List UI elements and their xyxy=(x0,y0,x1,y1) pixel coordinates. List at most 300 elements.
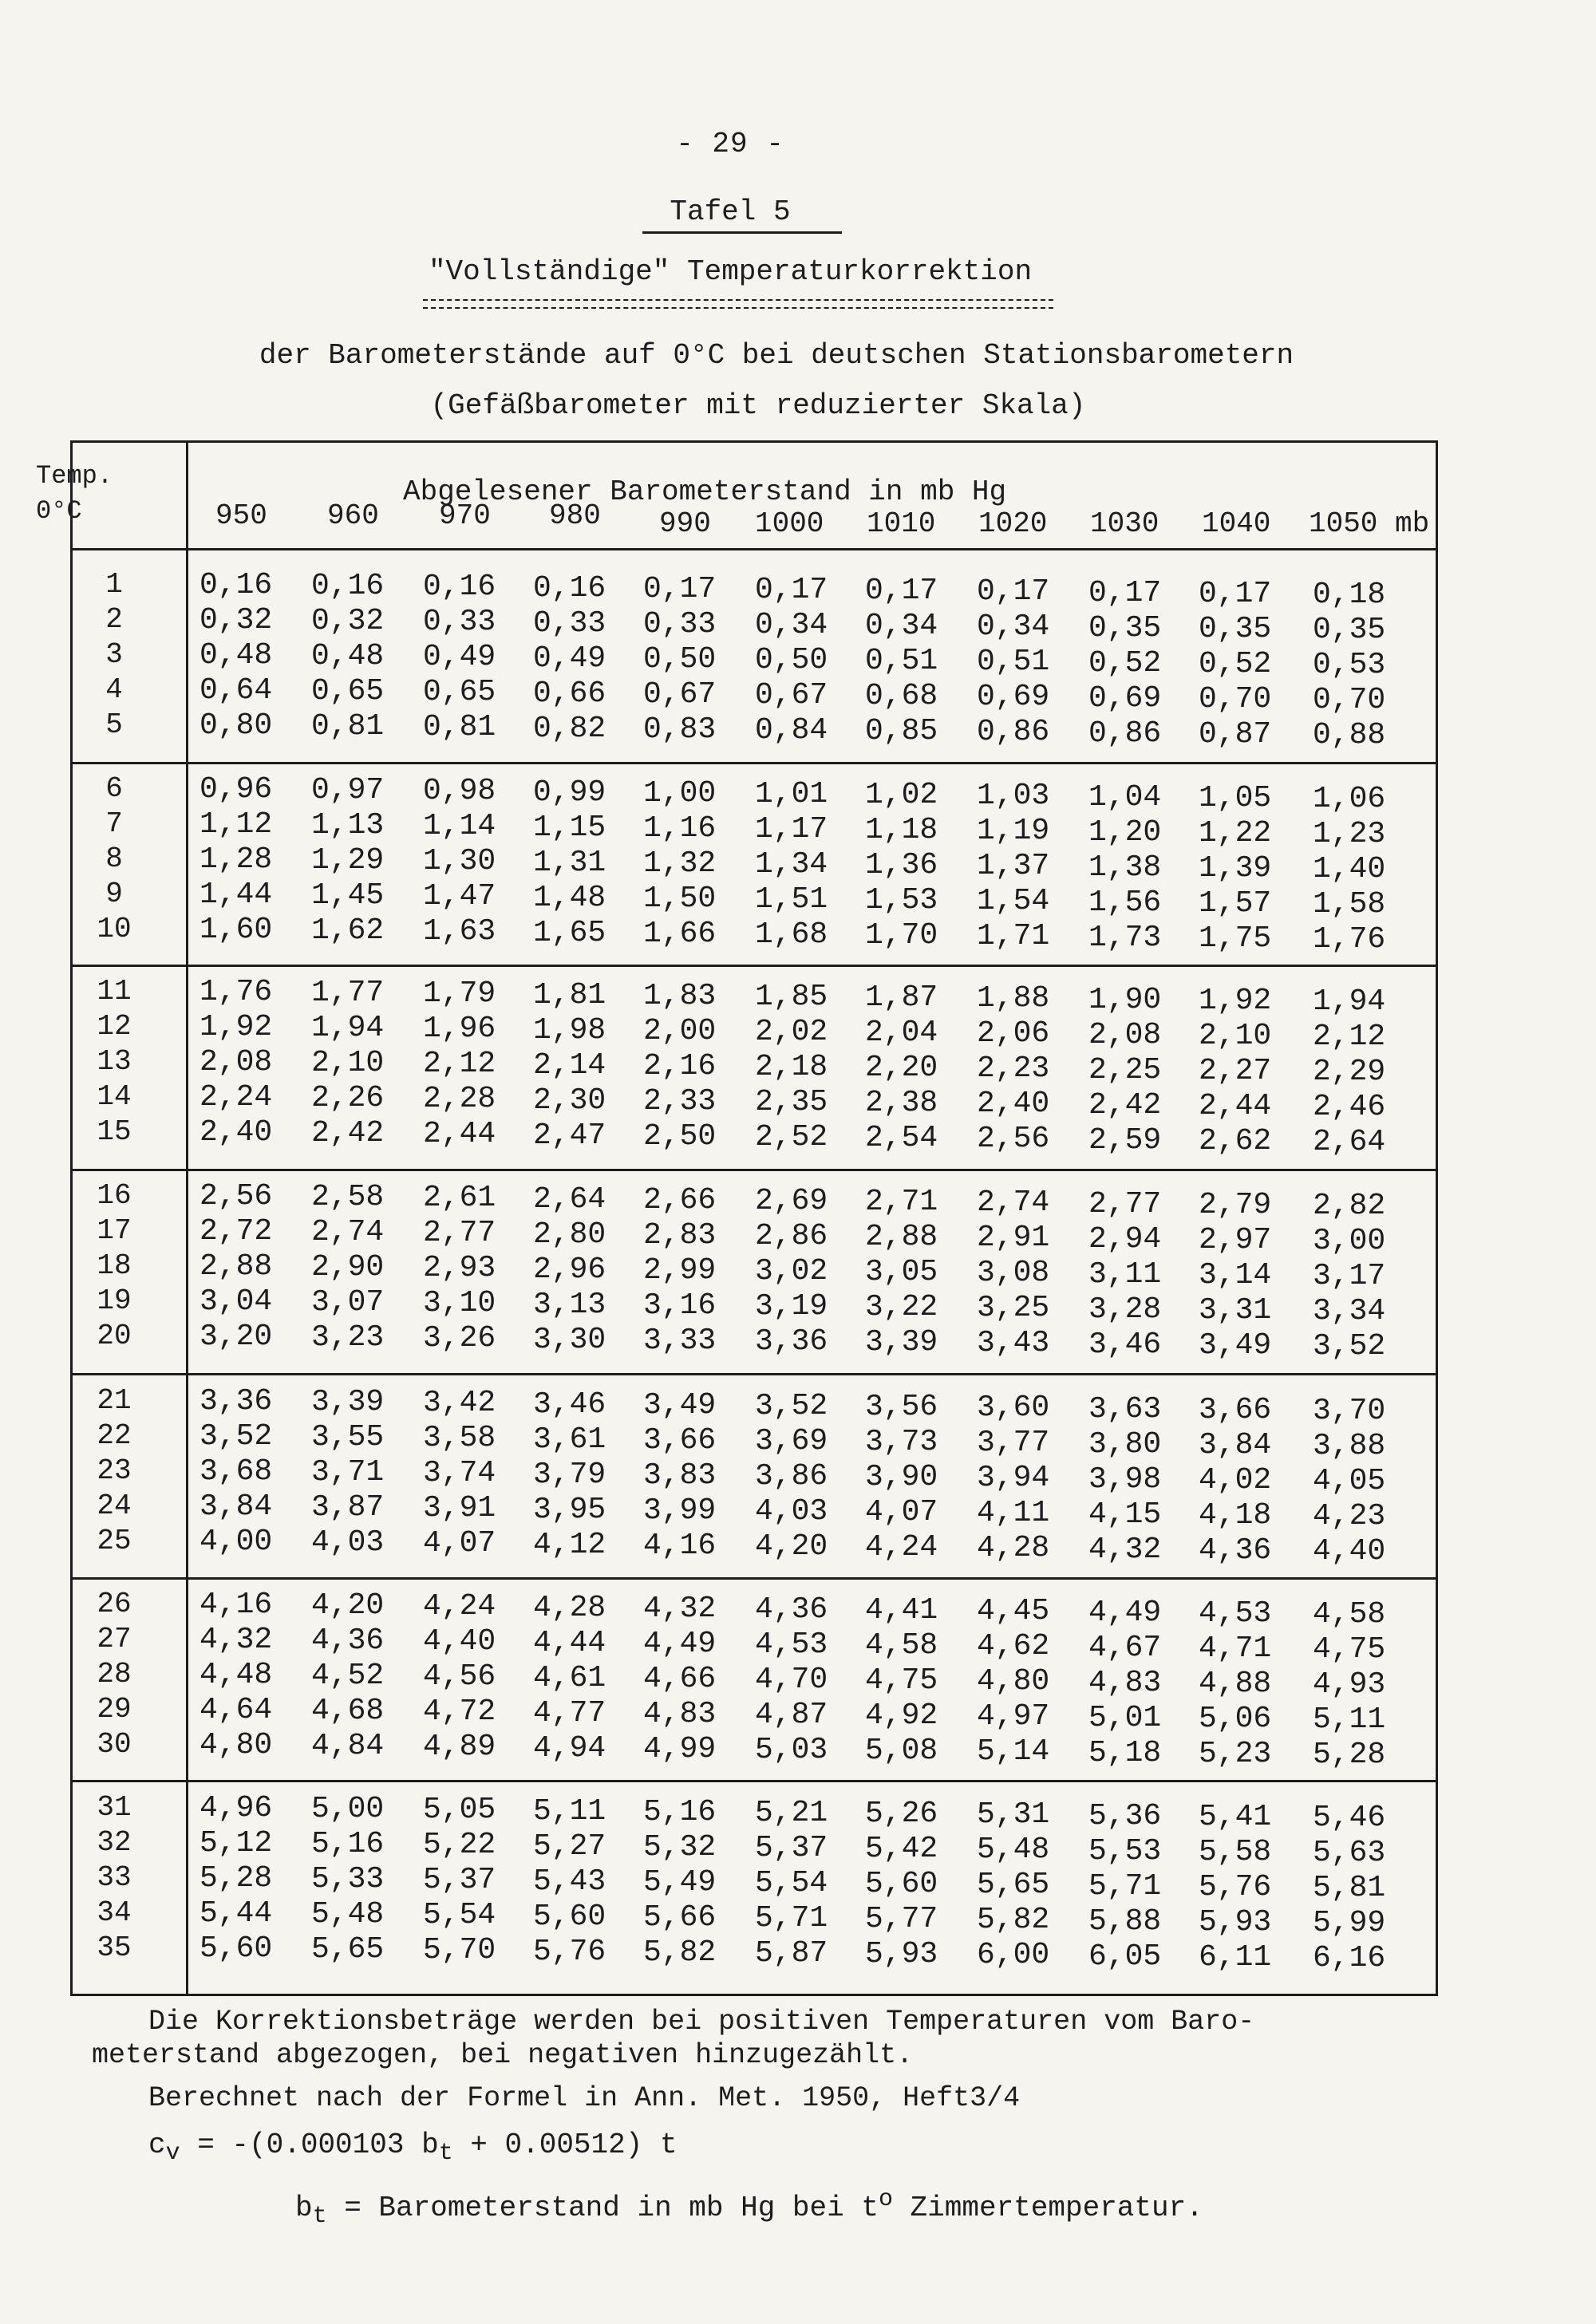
value-cell: 5,66 xyxy=(643,1900,717,1935)
temp-cell: 20 xyxy=(97,1320,132,1352)
value-cell: 0,86 xyxy=(977,715,1050,749)
value-cell: 2,79 xyxy=(1199,1188,1272,1222)
value-cell: 1,54 xyxy=(977,884,1050,918)
value-cell: 3,26 xyxy=(423,1321,496,1355)
value-cell: 4,58 xyxy=(1313,1597,1386,1632)
group-separator xyxy=(73,1780,1436,1782)
value-cell: 4,68 xyxy=(311,1694,385,1728)
value-cell: 2,71 xyxy=(865,1185,938,1219)
value-cell: 0,96 xyxy=(200,772,273,807)
value-cell: 5,23 xyxy=(1199,1737,1272,1771)
value-cell: 1,29 xyxy=(311,843,385,878)
column-header: 960 xyxy=(327,499,379,532)
value-cell: 2,61 xyxy=(423,1181,496,1215)
column-header: 1050 mb xyxy=(1309,507,1430,540)
value-cell: 2,29 xyxy=(1313,1055,1386,1089)
value-cell: 1,87 xyxy=(865,980,938,1015)
value-cell: 4,41 xyxy=(865,1593,938,1628)
value-cell: 1,73 xyxy=(1088,921,1162,955)
value-cell: 0,99 xyxy=(533,775,606,810)
value-cell: 3,49 xyxy=(643,1388,717,1422)
value-cell: 4,12 xyxy=(533,1528,606,1562)
temp-cell: 25 xyxy=(97,1525,132,1557)
value-cell: 4,32 xyxy=(1088,1533,1162,1567)
note-line-2: meterstand abgezogen, bei negativen hinzugezählt. xyxy=(92,2039,914,2071)
value-cell: 1,23 xyxy=(1313,817,1386,851)
value-cell: 5,60 xyxy=(865,1867,938,1901)
value-cell: 2,18 xyxy=(755,1050,828,1084)
value-cell: 6,05 xyxy=(1088,1939,1162,1974)
temp-cell: 27 xyxy=(97,1623,132,1655)
value-cell: 3,80 xyxy=(1088,1427,1162,1462)
value-cell: 4,61 xyxy=(533,1661,606,1695)
value-cell: 1,47 xyxy=(423,879,496,913)
value-cell: 2,46 xyxy=(1313,1090,1386,1124)
value-cell: 3,34 xyxy=(1313,1294,1386,1328)
value-cell: 3,61 xyxy=(533,1422,606,1457)
value-cell: 5,65 xyxy=(311,1932,385,1967)
value-cell: 2,10 xyxy=(311,1046,385,1080)
value-cell: 4,44 xyxy=(533,1626,606,1660)
value-cell: 3,73 xyxy=(865,1425,938,1459)
value-cell: 1,96 xyxy=(423,1012,496,1046)
value-cell: 5,05 xyxy=(423,1793,496,1827)
value-cell: 1,12 xyxy=(200,807,273,842)
value-cell: 4,87 xyxy=(755,1698,828,1732)
value-cell: 2,14 xyxy=(533,1048,606,1083)
value-cell: 4,62 xyxy=(977,1629,1050,1663)
value-cell: 5,33 xyxy=(311,1862,385,1896)
value-cell: 0,70 xyxy=(1313,683,1386,717)
value-cell: 3,19 xyxy=(755,1289,828,1324)
value-cell: 3,13 xyxy=(533,1288,606,1322)
value-cell: 3,55 xyxy=(311,1420,385,1454)
value-cell: 2,86 xyxy=(755,1219,828,1253)
value-cell: 3,66 xyxy=(643,1423,717,1458)
formula-mid: = -(0.000103 b xyxy=(180,2129,439,2161)
value-cell: 1,00 xyxy=(643,776,717,811)
value-cell: 1,92 xyxy=(200,1010,273,1044)
value-cell: 4,77 xyxy=(533,1696,606,1730)
value-cell: 1,31 xyxy=(533,846,606,880)
value-cell: 2,26 xyxy=(311,1081,385,1115)
group-separator xyxy=(73,1169,1436,1171)
value-cell: 4,03 xyxy=(311,1525,385,1560)
value-cell: 3,42 xyxy=(423,1386,496,1420)
value-cell: 5,14 xyxy=(977,1734,1050,1769)
value-cell: 5,48 xyxy=(977,1833,1050,1867)
value-cell: 0,17 xyxy=(1199,577,1272,611)
value-cell: 5,70 xyxy=(423,1933,496,1967)
value-cell: 3,52 xyxy=(755,1389,828,1423)
value-cell: 5,21 xyxy=(755,1796,828,1830)
value-cell: 2,06 xyxy=(977,1016,1050,1051)
value-cell: 5,26 xyxy=(865,1797,938,1831)
value-cell: 1,81 xyxy=(533,978,606,1012)
value-cell: 4,28 xyxy=(977,1531,1050,1565)
value-cell: 0,33 xyxy=(643,607,717,641)
temp-cell: 18 xyxy=(97,1249,132,1282)
value-cell: 4,56 xyxy=(423,1659,496,1694)
temp-cell: 4 xyxy=(105,673,123,706)
value-cell: 5,28 xyxy=(200,1861,273,1896)
column-header: 970 xyxy=(439,499,491,532)
temp-cell: 26 xyxy=(97,1588,132,1620)
value-cell: 0,70 xyxy=(1199,682,1272,716)
value-cell: 0,48 xyxy=(311,639,385,673)
value-cell: 3,56 xyxy=(865,1390,938,1424)
value-cell: 5,16 xyxy=(311,1827,385,1861)
value-cell: 2,10 xyxy=(1199,1019,1272,1053)
temp-cell: 8 xyxy=(105,842,123,875)
value-cell: 5,77 xyxy=(865,1902,938,1936)
value-cell: 2,52 xyxy=(755,1120,828,1154)
value-cell: 5,46 xyxy=(1313,1801,1386,1835)
value-cell: 1,57 xyxy=(1199,886,1272,921)
value-cell: 0,69 xyxy=(1088,681,1162,716)
value-cell: 0,34 xyxy=(865,609,938,643)
temp-cell: 23 xyxy=(97,1454,132,1487)
value-cell: 2,20 xyxy=(865,1051,938,1085)
value-cell: 2,82 xyxy=(1313,1189,1386,1223)
value-cell: 1,05 xyxy=(1199,781,1272,815)
temp-cell: 6 xyxy=(105,772,123,805)
value-cell: 4,36 xyxy=(755,1592,828,1627)
value-cell: 3,70 xyxy=(1313,1394,1386,1428)
value-cell: 4,67 xyxy=(1088,1631,1162,1665)
value-cell: 1,48 xyxy=(533,881,606,915)
value-cell: 2,12 xyxy=(423,1047,496,1081)
value-cell: 1,14 xyxy=(423,809,496,843)
value-cell: 4,36 xyxy=(1199,1533,1272,1568)
value-cell: 0,48 xyxy=(200,638,273,673)
value-cell: 3,30 xyxy=(533,1323,606,1357)
value-cell: 4,45 xyxy=(977,1594,1050,1628)
group-separator xyxy=(73,1373,1436,1375)
value-cell: 3,08 xyxy=(977,1256,1050,1290)
value-cell: 3,74 xyxy=(423,1456,496,1490)
value-cell: 3,86 xyxy=(755,1459,828,1493)
value-cell: 1,20 xyxy=(1088,815,1162,850)
value-cell: 1,36 xyxy=(865,848,938,882)
value-cell: 4,07 xyxy=(865,1495,938,1529)
value-cell: 3,87 xyxy=(311,1490,385,1525)
value-cell: 3,79 xyxy=(533,1458,606,1492)
value-cell: 0,35 xyxy=(1088,611,1162,645)
formula-mid-sub: t xyxy=(438,2140,453,2168)
definition-text-a: = Barometerstand in mb Hg bei t xyxy=(326,2192,879,2224)
value-cell: 1,79 xyxy=(423,977,496,1011)
value-cell: 5,82 xyxy=(977,1903,1050,1937)
temp-cell: 32 xyxy=(97,1826,132,1859)
value-cell: 2,40 xyxy=(977,1087,1050,1121)
value-cell: 2,04 xyxy=(865,1016,938,1050)
value-cell: 4,97 xyxy=(977,1699,1050,1734)
value-cell: 1,30 xyxy=(423,844,496,878)
table-subtitle: "Vollständige" Temperaturkorrektion xyxy=(428,255,1033,288)
temp-cell: 2 xyxy=(105,603,123,636)
temp-cell: 28 xyxy=(97,1658,132,1691)
value-cell: 0,51 xyxy=(977,645,1050,679)
value-cell: 0,18 xyxy=(1313,578,1386,612)
value-cell: 1,60 xyxy=(200,913,273,947)
value-cell: 3,71 xyxy=(311,1455,385,1489)
value-cell: 4,93 xyxy=(1313,1667,1386,1702)
value-cell: 2,47 xyxy=(533,1119,606,1153)
value-cell: 3,07 xyxy=(311,1285,385,1320)
value-cell: 0,35 xyxy=(1199,612,1272,646)
value-cell: 1,38 xyxy=(1088,850,1162,885)
value-cell: 1,39 xyxy=(1199,851,1272,886)
value-cell: 3,95 xyxy=(533,1493,606,1527)
temp-cell: 13 xyxy=(97,1045,132,1078)
value-cell: 3,39 xyxy=(311,1385,385,1419)
value-cell: 1,45 xyxy=(311,878,385,913)
value-cell: 1,88 xyxy=(977,981,1050,1016)
value-cell: 4,89 xyxy=(423,1730,496,1764)
value-cell: 3,04 xyxy=(200,1284,273,1319)
value-cell: 5,88 xyxy=(1088,1904,1162,1939)
value-cell: 2,64 xyxy=(533,1182,606,1217)
value-cell: 0,86 xyxy=(1088,716,1162,751)
value-cell: 4,83 xyxy=(643,1697,717,1731)
value-cell: 4,32 xyxy=(643,1592,717,1626)
value-cell: 5,11 xyxy=(533,1794,606,1829)
value-cell: 4,80 xyxy=(200,1728,273,1762)
value-cell: 1,76 xyxy=(1313,922,1386,957)
value-cell: 4,28 xyxy=(533,1591,606,1625)
value-cell: 0,52 xyxy=(1199,647,1272,681)
value-cell: 1,19 xyxy=(977,814,1050,848)
value-cell: 5,82 xyxy=(643,1935,717,1970)
value-cell: 1,03 xyxy=(977,779,1050,813)
value-cell: 3,33 xyxy=(643,1324,717,1358)
value-cell: 1,66 xyxy=(643,917,717,951)
value-cell: 3,36 xyxy=(755,1324,828,1359)
value-cell: 0,82 xyxy=(533,712,606,746)
value-cell: 2,94 xyxy=(1088,1222,1162,1257)
value-cell: 0,17 xyxy=(865,574,938,608)
value-cell: 5,32 xyxy=(643,1830,717,1864)
value-cell: 5,93 xyxy=(1199,1905,1272,1939)
value-cell: 4,36 xyxy=(311,1624,385,1658)
value-cell: 6,11 xyxy=(1199,1940,1272,1975)
value-cell: 0,83 xyxy=(643,712,717,747)
value-cell: 1,77 xyxy=(311,976,385,1010)
value-cell: 3,46 xyxy=(1088,1328,1162,1362)
temp-cell: 12 xyxy=(97,1010,132,1043)
value-cell: 1,44 xyxy=(200,878,273,912)
column-header: 1020 xyxy=(978,507,1048,540)
value-cell: 1,22 xyxy=(1199,816,1272,850)
value-cell: 1,40 xyxy=(1313,852,1386,886)
value-cell: 0,65 xyxy=(311,674,385,708)
value-cell: 1,01 xyxy=(755,777,828,811)
value-cell: 1,68 xyxy=(755,917,828,952)
value-cell: 3,11 xyxy=(1088,1257,1162,1292)
value-cell: 0,16 xyxy=(533,571,606,606)
temp-cell: 30 xyxy=(97,1728,132,1761)
value-cell: 0,49 xyxy=(423,640,496,674)
temp-cell: 17 xyxy=(97,1214,132,1247)
value-cell: 2,42 xyxy=(1088,1088,1162,1123)
value-cell: 1,85 xyxy=(755,980,828,1014)
value-cell: 5,03 xyxy=(755,1733,828,1767)
value-cell: 5,08 xyxy=(865,1734,938,1768)
column-header: 980 xyxy=(549,499,601,532)
value-cell: 3,66 xyxy=(1199,1393,1272,1427)
value-cell: 2,35 xyxy=(755,1085,828,1119)
value-cell: 5,71 xyxy=(1088,1869,1162,1904)
value-cell: 3,83 xyxy=(643,1458,717,1493)
definition-text-b: Zimmertemperatur. xyxy=(892,2192,1203,2224)
value-cell: 4,20 xyxy=(755,1529,828,1564)
value-cell: 2,42 xyxy=(311,1116,385,1150)
temp-cell: 9 xyxy=(105,878,123,910)
value-cell: 5,27 xyxy=(533,1829,606,1864)
value-cell: 4,64 xyxy=(200,1693,273,1727)
value-cell: 5,37 xyxy=(755,1831,828,1865)
value-cell: 4,53 xyxy=(1199,1596,1272,1631)
value-cell: 5,54 xyxy=(755,1866,828,1900)
value-cell: 3,52 xyxy=(1313,1329,1386,1363)
value-cell: 5,76 xyxy=(533,1935,606,1969)
value-cell: 5,42 xyxy=(865,1832,938,1866)
value-cell: 4,92 xyxy=(865,1699,938,1733)
value-cell: 1,94 xyxy=(1313,984,1386,1019)
temp-cell: 14 xyxy=(97,1080,132,1113)
value-cell: 0,16 xyxy=(311,569,385,603)
value-cell: 5,31 xyxy=(977,1797,1050,1832)
value-cell: 5,49 xyxy=(643,1865,717,1900)
value-cell: 4,02 xyxy=(1199,1463,1272,1497)
value-cell: 0,33 xyxy=(533,606,606,641)
note-line-1: Die Korrektionsbeträge werden bei positiven Temperaturen vom Baro- xyxy=(148,2006,1255,2038)
value-cell: 4,20 xyxy=(311,1588,385,1623)
value-cell: 2,54 xyxy=(865,1121,938,1155)
value-cell: 3,46 xyxy=(533,1387,606,1422)
table-title: Tafel 5 xyxy=(670,195,791,228)
value-cell: 1,51 xyxy=(755,882,828,917)
value-cell: 4,66 xyxy=(643,1662,717,1696)
value-cell: 0,16 xyxy=(200,568,273,602)
temp-cell: 29 xyxy=(97,1693,132,1726)
value-cell: 0,49 xyxy=(533,641,606,676)
value-cell: 0,17 xyxy=(755,573,828,607)
value-cell: 1,83 xyxy=(643,979,717,1013)
value-cell: 4,24 xyxy=(865,1530,938,1564)
value-cell: 4,16 xyxy=(643,1529,717,1563)
value-cell: 2,44 xyxy=(423,1117,496,1151)
value-cell: 1,58 xyxy=(1313,887,1386,921)
formula-lhs: c xyxy=(148,2129,166,2161)
value-cell: 1,76 xyxy=(200,975,273,1009)
value-cell: 3,94 xyxy=(977,1461,1050,1495)
value-cell: 4,52 xyxy=(311,1659,385,1693)
value-cell: 3,43 xyxy=(977,1326,1050,1360)
value-cell: 0,88 xyxy=(1313,718,1386,752)
temp-header: Temp. xyxy=(36,461,113,491)
temp-cell: 34 xyxy=(97,1896,132,1929)
temp-cell: 21 xyxy=(97,1384,132,1417)
value-cell: 2,90 xyxy=(311,1250,385,1284)
value-cell: 0,17 xyxy=(643,572,717,606)
value-cell: 1,06 xyxy=(1313,782,1386,816)
value-cell: 2,58 xyxy=(311,1180,385,1214)
value-cell: 6,16 xyxy=(1313,1941,1386,1975)
value-cell: 1,04 xyxy=(1088,780,1162,815)
value-cell: 5,36 xyxy=(1088,1799,1162,1833)
value-cell: 2,25 xyxy=(1088,1053,1162,1087)
value-cell: 1,90 xyxy=(1088,983,1162,1017)
value-cell: 2,08 xyxy=(200,1045,273,1079)
value-cell: 3,31 xyxy=(1199,1293,1272,1328)
value-cell: 2,59 xyxy=(1088,1123,1162,1158)
value-cell: 1,56 xyxy=(1088,886,1162,920)
value-cell: 4,24 xyxy=(423,1589,496,1624)
value-cell: 0,17 xyxy=(1088,576,1162,610)
value-cell: 0,67 xyxy=(643,677,717,712)
value-cell: 5,11 xyxy=(1313,1703,1386,1737)
value-cell: 5,22 xyxy=(423,1828,496,1862)
value-cell: 1,92 xyxy=(1199,984,1272,1018)
value-cell: 2,88 xyxy=(200,1249,273,1284)
value-cell: 2,50 xyxy=(643,1119,717,1154)
value-cell: 4,05 xyxy=(1313,1464,1386,1498)
value-cell: 2,77 xyxy=(423,1216,496,1250)
temp-cell: 22 xyxy=(97,1419,132,1452)
value-cell: 0,33 xyxy=(423,605,496,639)
value-cell: 4,83 xyxy=(1088,1666,1162,1700)
value-cell: 5,44 xyxy=(200,1896,273,1931)
value-cell: 3,69 xyxy=(755,1424,828,1458)
value-cell: 4,53 xyxy=(755,1628,828,1662)
value-cell: 0,66 xyxy=(533,677,606,711)
value-cell: 3,17 xyxy=(1313,1259,1386,1293)
value-cell: 4,18 xyxy=(1199,1498,1272,1533)
value-cell: 3,20 xyxy=(200,1320,273,1354)
value-cell: 4,88 xyxy=(1199,1667,1272,1701)
value-cell: 1,98 xyxy=(533,1013,606,1048)
value-cell: 1,13 xyxy=(311,808,385,842)
value-cell: 3,58 xyxy=(423,1421,496,1455)
value-cell: 4,58 xyxy=(865,1628,938,1663)
value-cell: 0,17 xyxy=(977,574,1050,609)
temp-cell: 19 xyxy=(97,1284,132,1317)
value-cell: 3,00 xyxy=(1313,1224,1386,1258)
group-separator xyxy=(73,965,1436,967)
value-cell: 5,16 xyxy=(643,1795,717,1829)
temp-cell: 5 xyxy=(105,708,123,741)
value-cell: 2,66 xyxy=(643,1183,717,1217)
value-cell: 2,12 xyxy=(1313,1020,1386,1054)
value-cell: 5,93 xyxy=(865,1937,938,1971)
value-cell: 4,75 xyxy=(865,1663,938,1698)
value-cell: 0,81 xyxy=(423,710,496,744)
group-separator xyxy=(73,762,1436,764)
value-cell: 4,70 xyxy=(755,1663,828,1697)
value-cell: 6,00 xyxy=(977,1938,1050,1972)
temp-column-rule xyxy=(186,443,188,1994)
value-cell: 1,17 xyxy=(755,812,828,846)
formula xyxy=(148,2129,678,2167)
value-cell: 3,16 xyxy=(643,1288,717,1323)
value-cell: 3,98 xyxy=(1088,1462,1162,1497)
value-cell: 5,54 xyxy=(423,1898,496,1932)
value-cell: 2,72 xyxy=(200,1214,273,1249)
value-cell: 3,05 xyxy=(865,1255,938,1289)
value-cell: 4,15 xyxy=(1088,1497,1162,1532)
